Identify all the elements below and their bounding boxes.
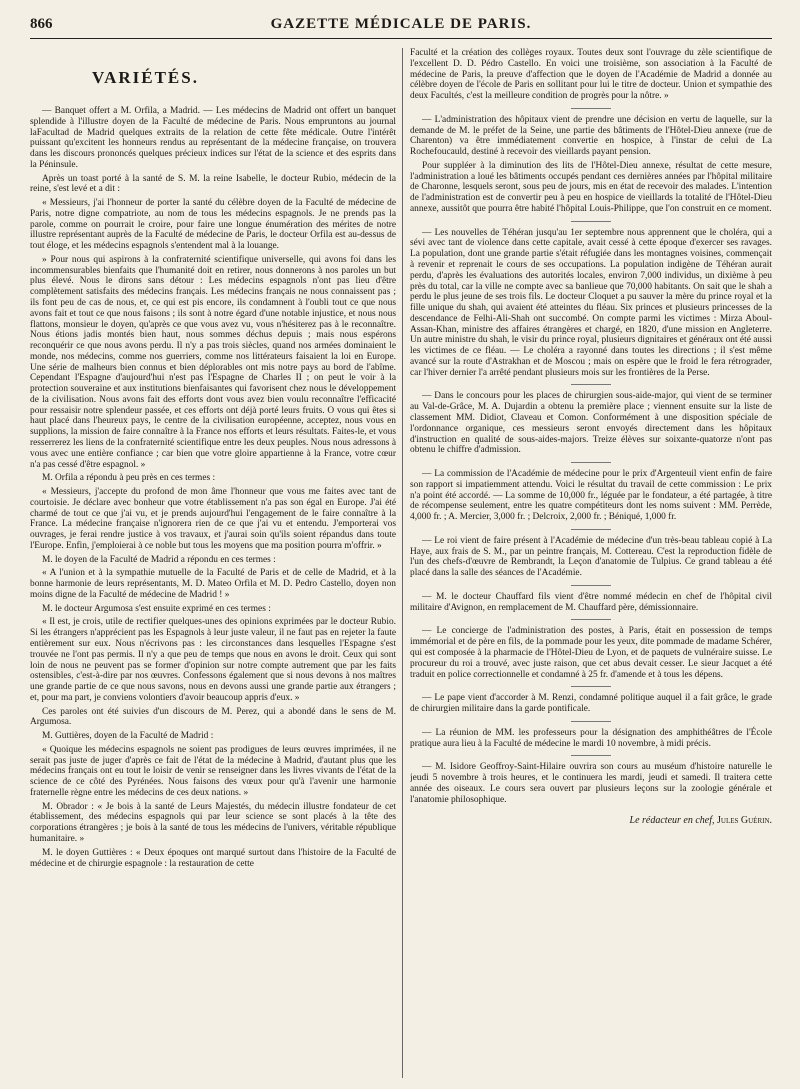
separator-rule [571,462,611,463]
news-item: — Le concierge de l'administration des postes, à Paris, était en possession de temps immémorial et de père en fils, de la pommade pour les yeux, dite pommade de madame Schérer, qui est composée à la pharmacie de l'Hôtel-Dieu de Lyon, et de paquets de vulnéraire suisse. Le procureur du roi a trouvé, avec juste raison, que cet abus devait cesser. Le sieur Jacquet a été traduit en police correctionnelle et condamné à 25 fr. d'amende et à tous les dépens. [410,626,772,680]
separator-rule [571,221,611,222]
separator-rule [571,108,611,109]
news-item: — Le pape vient d'accorder à M. Renzi, condamné politique auquel il a fait grâce, le grade de chirurgien militaire dans la garde pontificale. [410,693,772,715]
article-paragraph: M. Obrador : « Je bois à la santé de Leurs Majestés, du médecin illustre fondateur de cet établissement, des médecins espagnols qui par leur science se sont placés à la tête des corporations étrangères ; je bois à la santé de tous les médecins de l'univers, véritable république humanitaire. » [30,801,396,844]
news-item: — M. le docteur Chauffard fils vient d'être nommé médecin en chef de l'hôpital civil militaire d'Avignon, en remplacement de M. Chauffard père, démissionnaire. [410,591,772,613]
separator-rule [571,585,611,586]
article-paragraph: M. le doyen Guttières : « Deux époques ont marqué surtout dans l'histoire de la Faculté de médecine et de chirurgie espagnole : la restauration de cette [30,847,396,869]
news-item: — M. Isidore Geoffroy-Saint-Hilaire ouvrira son cours au muséum d'histoire naturelle le jeudi 5 novembre à trois heures, et le continuera les mardi, jeudi et samedi. Il traitera cette année des oiseaux. Le cours sera ouvert par plusieurs leçons sur la zoologie générale et l'anatomie philosophique. [410,762,772,805]
journal-title: GAZETTE MÉDICALE DE PARIS. [270,16,532,32]
article-paragraph: M. Guttières, doyen de la Faculté de Madrid : [42,731,214,742]
news-item: — La commission de l'Académie de médecine pour le prix d'Argenteuil vient enfin de faire son rapport si impatiemment attendu. Voici le résultat du travail de cette commission : Le prix n'a point été accordé. — La somme de 10,000 fr., léguée par le fondateur, a été partagée, à titre de récompense seulement, entre les quatre compétiteurs dont les noms suivent : MM. Perrède, 4,000 fr. ; A. Mercier, 3,000 fr. ; Delcroix, 2,000 fr. ; Béniqué, 1,000 fr. [410,469,772,523]
section-title: VARIÉTÉS. [92,68,199,87]
page-number: 866 [30,16,53,32]
separator-rule [571,529,611,530]
news-item: — Les nouvelles de Téhéran jusqu'au 1er septembre nous apprennent que le choléra, qui a sévi avec tant de violence dans cette capitale, avait cessé à cette époque d'exercer ses ravages. La population, dont une grande partie s'était réfugiée dans les montagnes voisines, commençait à revenir et reprenait le cours de ses occupations. La population indigène de Téhéran aurait perdu, d'après les évaluations des autorités locales, environ 7,000 individus, un dixième à peu près du total, car la ville ne compte avec sa banlieue que 70,000 habitants. On sait que le shah a perdu le plus jeune de ses trois fils. Le docteur Cloquet a pu sauver la mère du prince royal et la fille unique du shah, qui avaient été atteintes du fléau. Six princes et plusieurs princesses de la descendance de Felhi-Ali-Shah ont succombé. On compte parmi les victimes : Mirza Aboul-Assan-Khan, ministre des affaires étrangères et chargé, en 1820, d'une mission en Angleterre. Un autre ministre du shah, le visir du prince royal, plusieurs dignitaires et généraux ont été aussi les victimes de ce fléau. — Le choléra a rayonné dans toutes les directions ; il s'est même avancé sur la route d'Astrakhan et de Moscou ; mais on espère que le froid le fera rétrograder, car l'hiver dernier l'a arrêté pendant plusieurs mois sur les frontières de la Perse. [410,227,772,378]
news-item: — Dans le concours pour les places de chirurgien sous-aide-major, qui vient de se terminer au Val-de-Grâce, M. A. Dujardin a obtenu la première place ; viennent ensuite sur la liste de classement MM. Didiot, Claveau et Comon. Conformément à une disposition spéciale de l'ordonnance organique, ces messieurs seront envoyés directement dans les hôpitaux d'instruction en qualité de sous-aides-majors. Treize élèves sur soixante-quatorze n'ont pas obtenu le chiffre d'admission. [410,391,772,456]
article-paragraph: « Quoique les médecins espagnols ne soient pas prodigues de leurs œuvres imprimées, il ne serait pas juste de juger d'après ce fait de l'état de la médecine à Madrid, d'autant plus que les médecins français ont eu tout le loisir de venir se renseigner dans les livres vivants de l'état de la science de ce côté des Pyrénées. Nous faisons des vœux pour qu'à l'avenir une harmonie fraternelle règne entre les médecins de ces deux nations. » [30,744,396,798]
article-paragraph: M. le docteur Argumosa s'est ensuite exprimé en ces termes : [42,603,271,614]
article-paragraph: « Messieurs, j'accepte du profond de mon âme l'honneur que vous me faites avec tant de courtoisie. Je déclare avec bonheur que votre établissement n'a pas son égal en Europe. J'ai été charmé de tout ce que j'ai vu, et je prends aujourd'hui l'engagement de le faire connaître à la France. La médecine française n'ignorera rien de ce que j'ai vu et entendu. J'emporterai vos ouvrages, je ferai rendre justice à vos travaux, et j'aurai soin qu'ils soient répandus dans toute l'Europe. Enfin, j'emploierai à ce noble but tous les moyens que ma position pourra m'offrir. » [30,487,396,551]
article-paragraph: Après un toast porté à la santé de S. M. la reine Isabelle, le docteur Rubio, médecin de la reine, s'est levé et a dit : [30,173,396,195]
article-paragraph: — Banquet offert a M. Orfila, a Madrid. — Les médecins de Madrid ont offert un banquet splendide à l'illustre doyen de la Faculté de médecine de Paris. Nous empruntons au journal laFacultad de Madrid quelques extraits de la relation de cette fête médicale. Outre l'intérêt puissant qu'excitent les honneurs rendus au représentant de la médecine française, on trouvera dans les discours prononcés quelques précieux indices sur l'état de la science et des esprits dans la Péninsule. [30,106,396,170]
separator-rule [571,384,611,385]
separator-rule [571,619,611,620]
column-divider [402,48,403,1078]
article-paragraph: « Il est, je crois, utile de rectifier quelques-unes des opinions exprimées par le docteur Rubio. Si les étrangers n'apprécient pas les Espagnols à leur juste valeur, il ne faut pas en rejeter la faute entièrement sur eux. Nous n'écrivons pas : les circonstances dans lesquelles l'Espagne s'est trouvée ne l'ont pas permis. Il n'y a que peu de temps que nous en avons le droit. Ceux qui sont loin de nous ne peuvent pas se former d'opinion sur notre compte autrement que par les faits ostensibles, c'est-à-dire par nos œuvres. Confessons également que si nous devons à nos maîtres une grande partie de ce que nous savons, nous en devons aussi une grande partie aux étrangers ; et, pour ma part, je conviens volontiers d'avoir beaucoup appris d'eux. » [30,617,396,703]
news-item: — La réunion de MM. les professeurs pour la désignation des amphithéâtres de l'École pratique aura lieu à la Faculté de médecine le mardi 10 novembre, à midi précis. [410,727,772,749]
left-column [30,48,396,1083]
separator-rule [571,686,611,687]
page-header [30,16,772,39]
news-item: — Le roi vient de faire présent à l'Académie de médecine d'un très-beau tableau copié à La Haye, aux frais de S. M., par un peintre français, M. Cottereau. C'est la reproduction fidèle de l'un des chefs-d'œuvre de Rembrandt, la Leçon d'anatomie de Tulpius. Ce grand tableau a été placé dans la salle des séances de l'Académie. [410,535,772,579]
article-paragraph: « Messieurs, j'ai l'honneur de porter la santé du célèbre doyen de la Faculté de médecine de Paris, notre digne compatriote, au nom de tous les médecins espagnols. Je ne prends pas la parole, comme on pourrait le croire, pour faire une longue énumération des mérites de notre illustre représentant auprès de la Faculté de médecine de Paris, le docteur Orfila est au-dessus de tout éloge, et les médecins espagnols s'entendent mal à la louange. [30,198,396,252]
news-item: — L'administration des hôpitaux vient de prendre une décision en vertu de laquelle, sur la demande de M. le préfet de la Seine, une partie des bâtiments de l'Hôtel-Dieu annexe (rue de Charenton) va être immédiatement convertie en hospice, à l'instar de celui de La Rochefoucauld, destiné à recevoir des vieillards payant pension. [410,114,772,158]
editor-signature [410,815,772,826]
signature-name: Jules Guérin. [717,815,772,827]
article-paragraph: « A l'union et à la sympathie mutuelle de la Faculté de Paris et de celle de Madrid, et à la bonne harmonie de leurs représentants, M. D. Mateo Orfila et M. D. Pedro Castello, doyen non moins digne de la Faculté de médecine de Madrid ! » [30,568,396,600]
right-column [410,48,772,1083]
separator-rule [571,755,611,756]
article-paragraph: Faculté et la création des collèges royaux. Toutes deux sont l'ouvrage du zèle scientifique de l'excellent D. D. Pédro Castello. En voici une troisième, son association à la Faculté de médecine de Paris, la preuve d'affection que le doyen de l'Académie de Madrid a donnée au célèbre doyen de l'école de Paris en sollitant pour lui le titre de docteur. Union et sympathie des deux Facultés, c'est la meilleure condition de progrès pour la nôtre. » [410,48,772,102]
separator-rule [571,721,611,722]
signature-label: Le rédacteur en chef, [629,815,715,827]
article-paragraph: M. Orfila a répondu à peu près en ces termes : [42,473,216,484]
article-paragraph: » Pour nous qui aspirons à la confraternité scientifique universelle, qui avons foi dans les incommensurables bienfaits que l'humanité doit en retirer, nous donnerons à nos paroles un but plus élevé. Nous le dirons sans détour : Les médecins espagnols n'ont pas lieu d'être complètement satisfaits des médecins français. Les médecins français ne nous connaissent pas ; ils font peu de cas de nous, et, ce qui est pis encore, ils condamnent à l'oubli tout ce que nous avons fait et tout ce que nous faisons ; ils sont à notre égard d'une notable injustice, et nous nous flattons, monsieur le doyen, qu'après ce que vous avez vu, vous n'hésiterez pas à le reconnaître. Nous étions jadis montés bien haut, nous sommes déchus depuis ; mais nous espérons reconquérir ce que nous avons perdu. Il n'y a pas trois siècles, quand nos armées dominaient le monde, nos médecins, comme nos guerriers, comme nos littérateurs faisaient la loi en Europe. Une série de malheurs bien connus et bien déplorables ont mis notre pays au bord de l'abîme. Cependant l'Espagne d'aujourd'hui n'est pas l'Espagne de Charles II ; on peut le voir à la protection souveraine et aux institutions bienfaisantes qui favorisent chez nous le développement de la civilisation. Nous avons fait des efforts dont vous avez bien voulu reconnaître l'efficacité pour ressaisir notre splendeur passée, et ces efforts ont déjà porté leurs fruits. O vous qui êtes si haut placé dans l'heureux pays, le centre de la civilisation européenne, acceptez, nous vous en supplions, la mission de faire connaître à la France nos efforts et leurs résultats. Faites-le, et vous resserrerez les liens de la confraternité scientifique entre les deux peuples. Nous nous adressons à vous avec une entière confiance ; car bien que votre gloire appartienne à la France, votre cœur n'a pas cessé d'être espagnol. » [30,254,396,470]
article-paragraph: Ces paroles ont été suivies d'un discours de M. Perez, qui a abondé dans le sens de M. Argumosa. [30,706,396,728]
article-paragraph: M. le doyen de la Faculté de Madrid a répondu en ces termes : [42,554,276,565]
news-item: Pour suppléer à la diminution des lits de l'Hôtel-Dieu annexe, résultat de cette mesure, l'administration a loué les bâtiments occupés pendant ces dernières années par l'hôpital militaire de Charonne, lesquels seront, sous peu de jours, mis en état de recevoir des malades. L'intention de l'administration est de convertir peu à peu en hospice de vieillards la totalité de l'Hôtel-Dieu annexe, aussitôt que pourra être habité l'hôpital Louis-Philippe, que l'on construit en ce moment. [410,160,772,214]
